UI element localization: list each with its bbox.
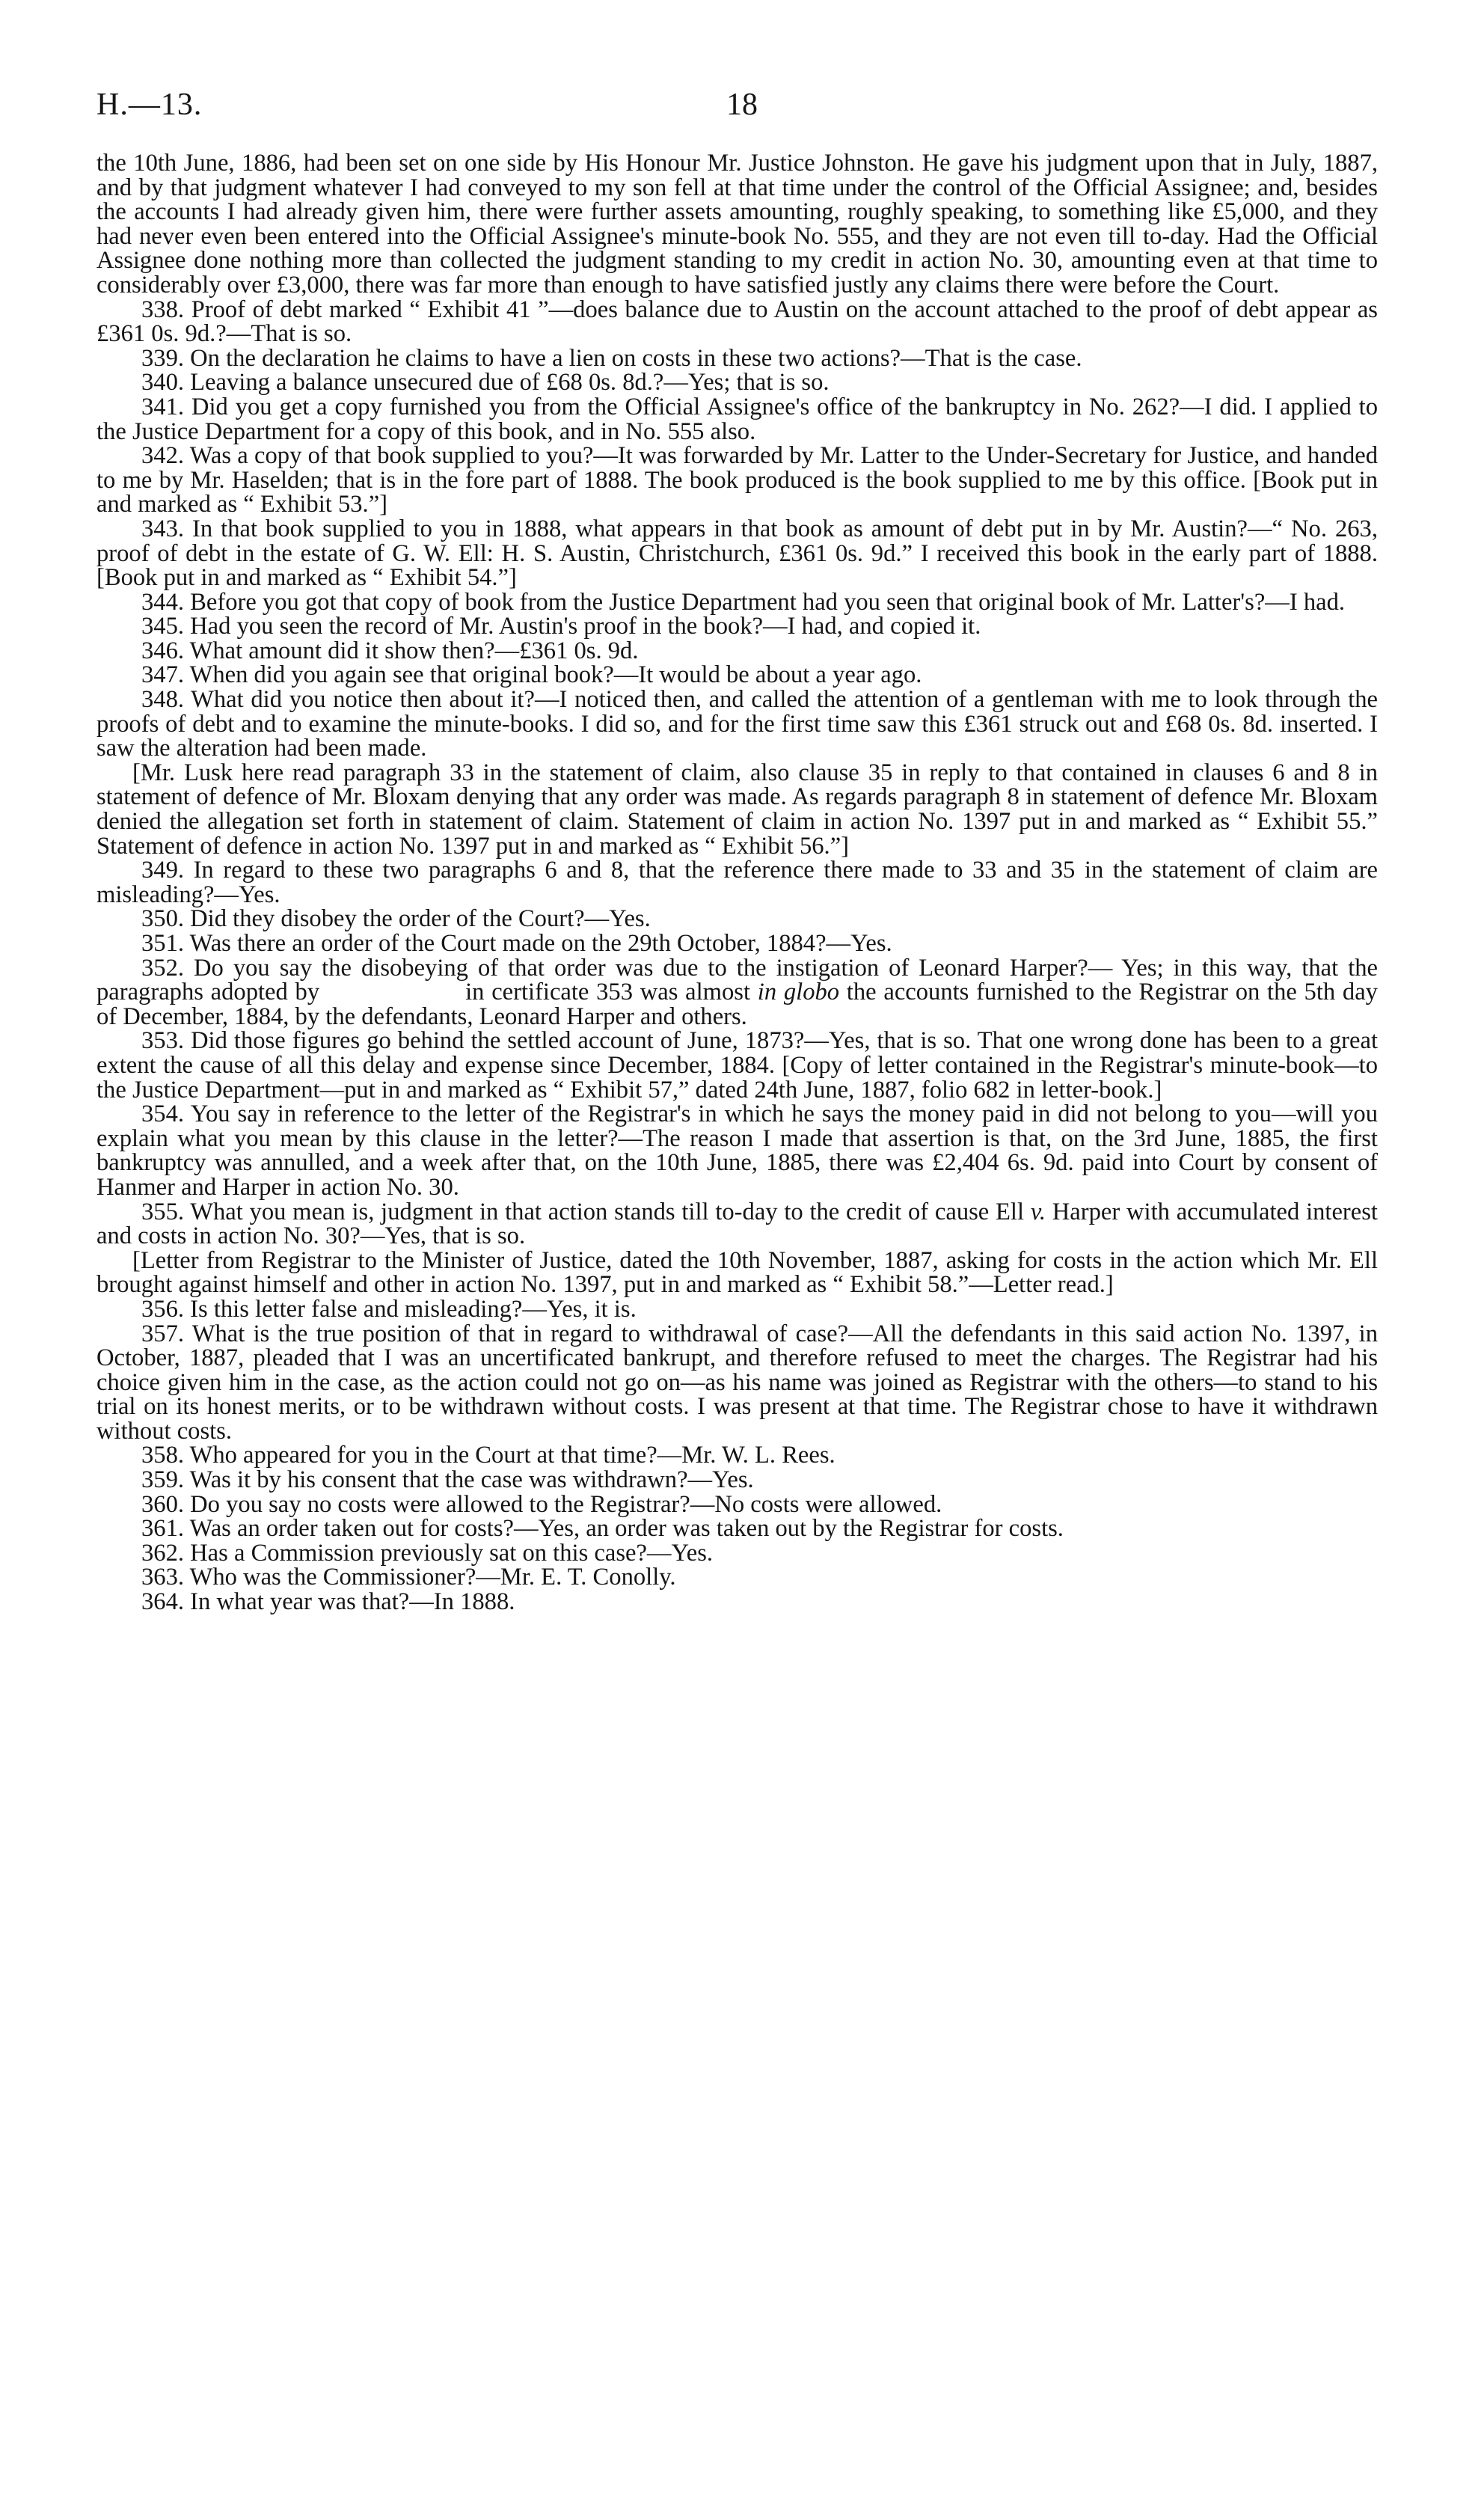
question-352-part-3: the accounts furnished to the Registrar on the 5th day of December, 1884, by the defendants, Leonard Harper and others. — [96, 979, 1378, 1030]
question-339: 339. On the declaration he claims to have a lien on costs in these two actions?—That is the case. — [141, 344, 1082, 372]
question-348: 348. What did you notice then about it?—I noticed then, and called the attention of a gentleman with me to look through the proofs of debt and to examine the minute-books. I did so, and for the first time saw this £361 struck out and £68 0s. 8d. inserted. I saw the alteration had been made. — [96, 686, 1378, 762]
question-352-part-1: 352. Do you say the disobeying of that order was due to the instigation of Leonard Harper?— Yes; in this way, that the paragraphs adopted by — [96, 954, 1378, 1006]
page-header — [0, 82, 1484, 127]
question-341: 341. Did you get a copy furnished you from the Official Assignee's office of the bankruptcy in No. 262?—I did. I applied to the Justice Department for a copy of this book, and in No. 555 also. — [96, 393, 1378, 445]
question-352-part-2: in certificate 353 was almost — [465, 979, 751, 1006]
question-355-part-1: 355. What you mean is, judgment in that action stands till to-day to the credit of cause Ell — [141, 1198, 1025, 1225]
question-357: 357. What is the true position of that in regard to withdrawal of case?—All the defendants in this said action No. 1397, in October, 1887, pleaded that I was an uncertificated bankrupt, and therefore refused to meet the charges. The Registrar had his choice given him in the case, as the action could not go on—as his name was joined as Registrar with the others—to stand to his trial on its honest merits, or to be withdrawn without costs. I was present at that time. The Registrar chose to have it withdrawn without costs. — [96, 1320, 1378, 1445]
question-362: 362. Has a Commission previously sat on this case?—Yes. — [141, 1539, 714, 1567]
document-reference: H.—13. — [96, 88, 203, 122]
question-359: 359. Was it by his consent that the case was withdrawn?—Yes. — [141, 1466, 754, 1494]
question-350: 350. Did they disobey the order of the Court?—Yes. — [141, 905, 651, 933]
italic-versus: v. — [1030, 1198, 1046, 1225]
question-346: 346. What amount did it show then?—£361 0s. 9d. — [141, 637, 639, 664]
question-349: 349. In regard to these two paragraphs 6 and 8, that the reference there made to 33 and 35 in the statement of claim are misleading?—Yes. — [96, 857, 1378, 908]
italic-in-globo: in globo — [757, 979, 840, 1006]
question-355-part-2: Harper with accumulated interest and costs in action No. 30?—Yes, that is so. — [96, 1198, 1378, 1250]
question-356: 356. Is this letter false and misleading?—Yes, it is. — [141, 1295, 637, 1323]
question-344: 344. Before you got that copy of book from the Justice Department had you seen that original book of Mr. Latter's?—I had. — [141, 588, 1346, 616]
question-364: 364. In what year was that?—In 1888. — [141, 1588, 515, 1616]
question-347: 347. When did you again see that original book?—It would be about a year ago. — [141, 661, 922, 689]
question-352 — [96, 956, 1378, 1029]
question-340: 340. Leaving a balance unsecured due of £68 0s. 8d.?—Yes; that is so. — [141, 369, 830, 397]
question-355 — [96, 1200, 1378, 1249]
question-354: 354. You say in reference to the letter of the Registrar's in which he says the money paid in did not belong to you—will you explain what you mean by this clause in the letter?—The reason I made that assertion is that, on the 3rd June, 1885, the first bankruptcy was annulled, and a week after that, on the 10th June, 1885, there was £2,404 6s. 9d. paid into Court by consent of Hanmer and Harper in action No. 30. — [96, 1100, 1378, 1201]
bracketed-note-lusk: [Mr. Lusk here read paragraph 33 in the statement of claim, also clause 35 in reply to that contained in clauses 6 and 8 in statement of defence of Mr. Bloxam denying that any order was made. As regards paragraph 8 in statement of defence Mr. Bloxam denied the allegation set forth in statement of claim. Statement of claim in action No. 1397 put in and marked as “ Exhibit 55.” Statement of defence in action No. 1397 put in and marked as “ Exhibit 56.”] — [96, 759, 1378, 860]
question-358: 358. Who appeared for you in the Court at that time?—Mr. W. L. Rees. — [141, 1442, 835, 1469]
question-342: 342. Was a copy of that book supplied to you?—It was forwarded by Mr. Latter to the Under-Secretary for Justice, and handed to me by Mr. Haselden; that is in the fore part of 1888. The book produced is the book supplied to me by this office. [Book put in and marked as “ Exhibit 53.”] — [96, 442, 1378, 518]
testimony-body — [96, 151, 1378, 1614]
question-353: 353. Did those figures go behind the settled account of June, 1873?—Yes, that is so. That one wrong done has been to a great extent the cause of all this delay and expense since December, 1884. [Copy of letter contained in the Registrar's minute-book—to the Justice Department—put in and marked as “ Exhibit 57,” dated 24th June, 1887, folio 682 in letter-book.] — [96, 1027, 1378, 1103]
question-338: 338. Proof of debt marked “ Exhibit 41 ”—does balance due to Austin on the account attached to the proof of debt appear as £361 0s. 9d.?—That is so. — [96, 296, 1378, 348]
question-343: 343. In that book supplied to you in 1888, what appears in that book as amount of debt put in by Mr. Austin?—“ No. 263, proof of debt in the estate of G. W. Ell: H. S. Austin, Christchurch, £361 0s. 9d.” I received this book in the early part of 1888. [Book put in and marked as “ Exhibit 54.”] — [96, 515, 1378, 592]
question-360: 360. Do you say no costs were allowed to the Registrar?—No costs were allowed. — [141, 1490, 942, 1518]
question-345: 345. Had you seen the record of Mr. Austin's proof in the book?—I had, and copied it. — [141, 613, 981, 640]
bracketed-note-letter: [Letter from Registrar to the Minister of Justice, dated the 10th November, 1887, asking for costs in the action which Mr. Ell brought against himself and other in action No. 1397, put in and marked as “ Exhibit 58.”—Letter read.] — [96, 1246, 1378, 1299]
paragraph-continuation: the 10th June, 1886, had been set on one side by His Honour Mr. Justice Johnston. He gave his judgment upon that in July, 1887, and by that judgment whatever I had conveyed to my son fell at that time under the control of the Official Assignee; and, besides the accounts I had already given him, there were further assets amounting, roughly speaking, to something like £5,000, and they had never even been entered into the Official Assignee's minute-book No. 555, and they are not even till to-day. Had the Official Assignee done nothing more than collected the judgment standing to my credit in action No. 30, amounting even at that time to considerably over £3,000, there was far more than enough to have satisfied justly any claims there were before the Court. — [96, 150, 1378, 299]
question-351: 351. Was there an order of the Court made on the 29th October, 1884?—Yes. — [141, 930, 892, 957]
question-363: 363. Who was the Commissioner?—Mr. E. T. Conolly. — [141, 1564, 676, 1591]
question-361: 361. Was an order taken out for costs?—Yes, an order was taken out by the Registrar for costs. — [141, 1515, 1064, 1543]
page-number: 18 — [726, 88, 758, 122]
